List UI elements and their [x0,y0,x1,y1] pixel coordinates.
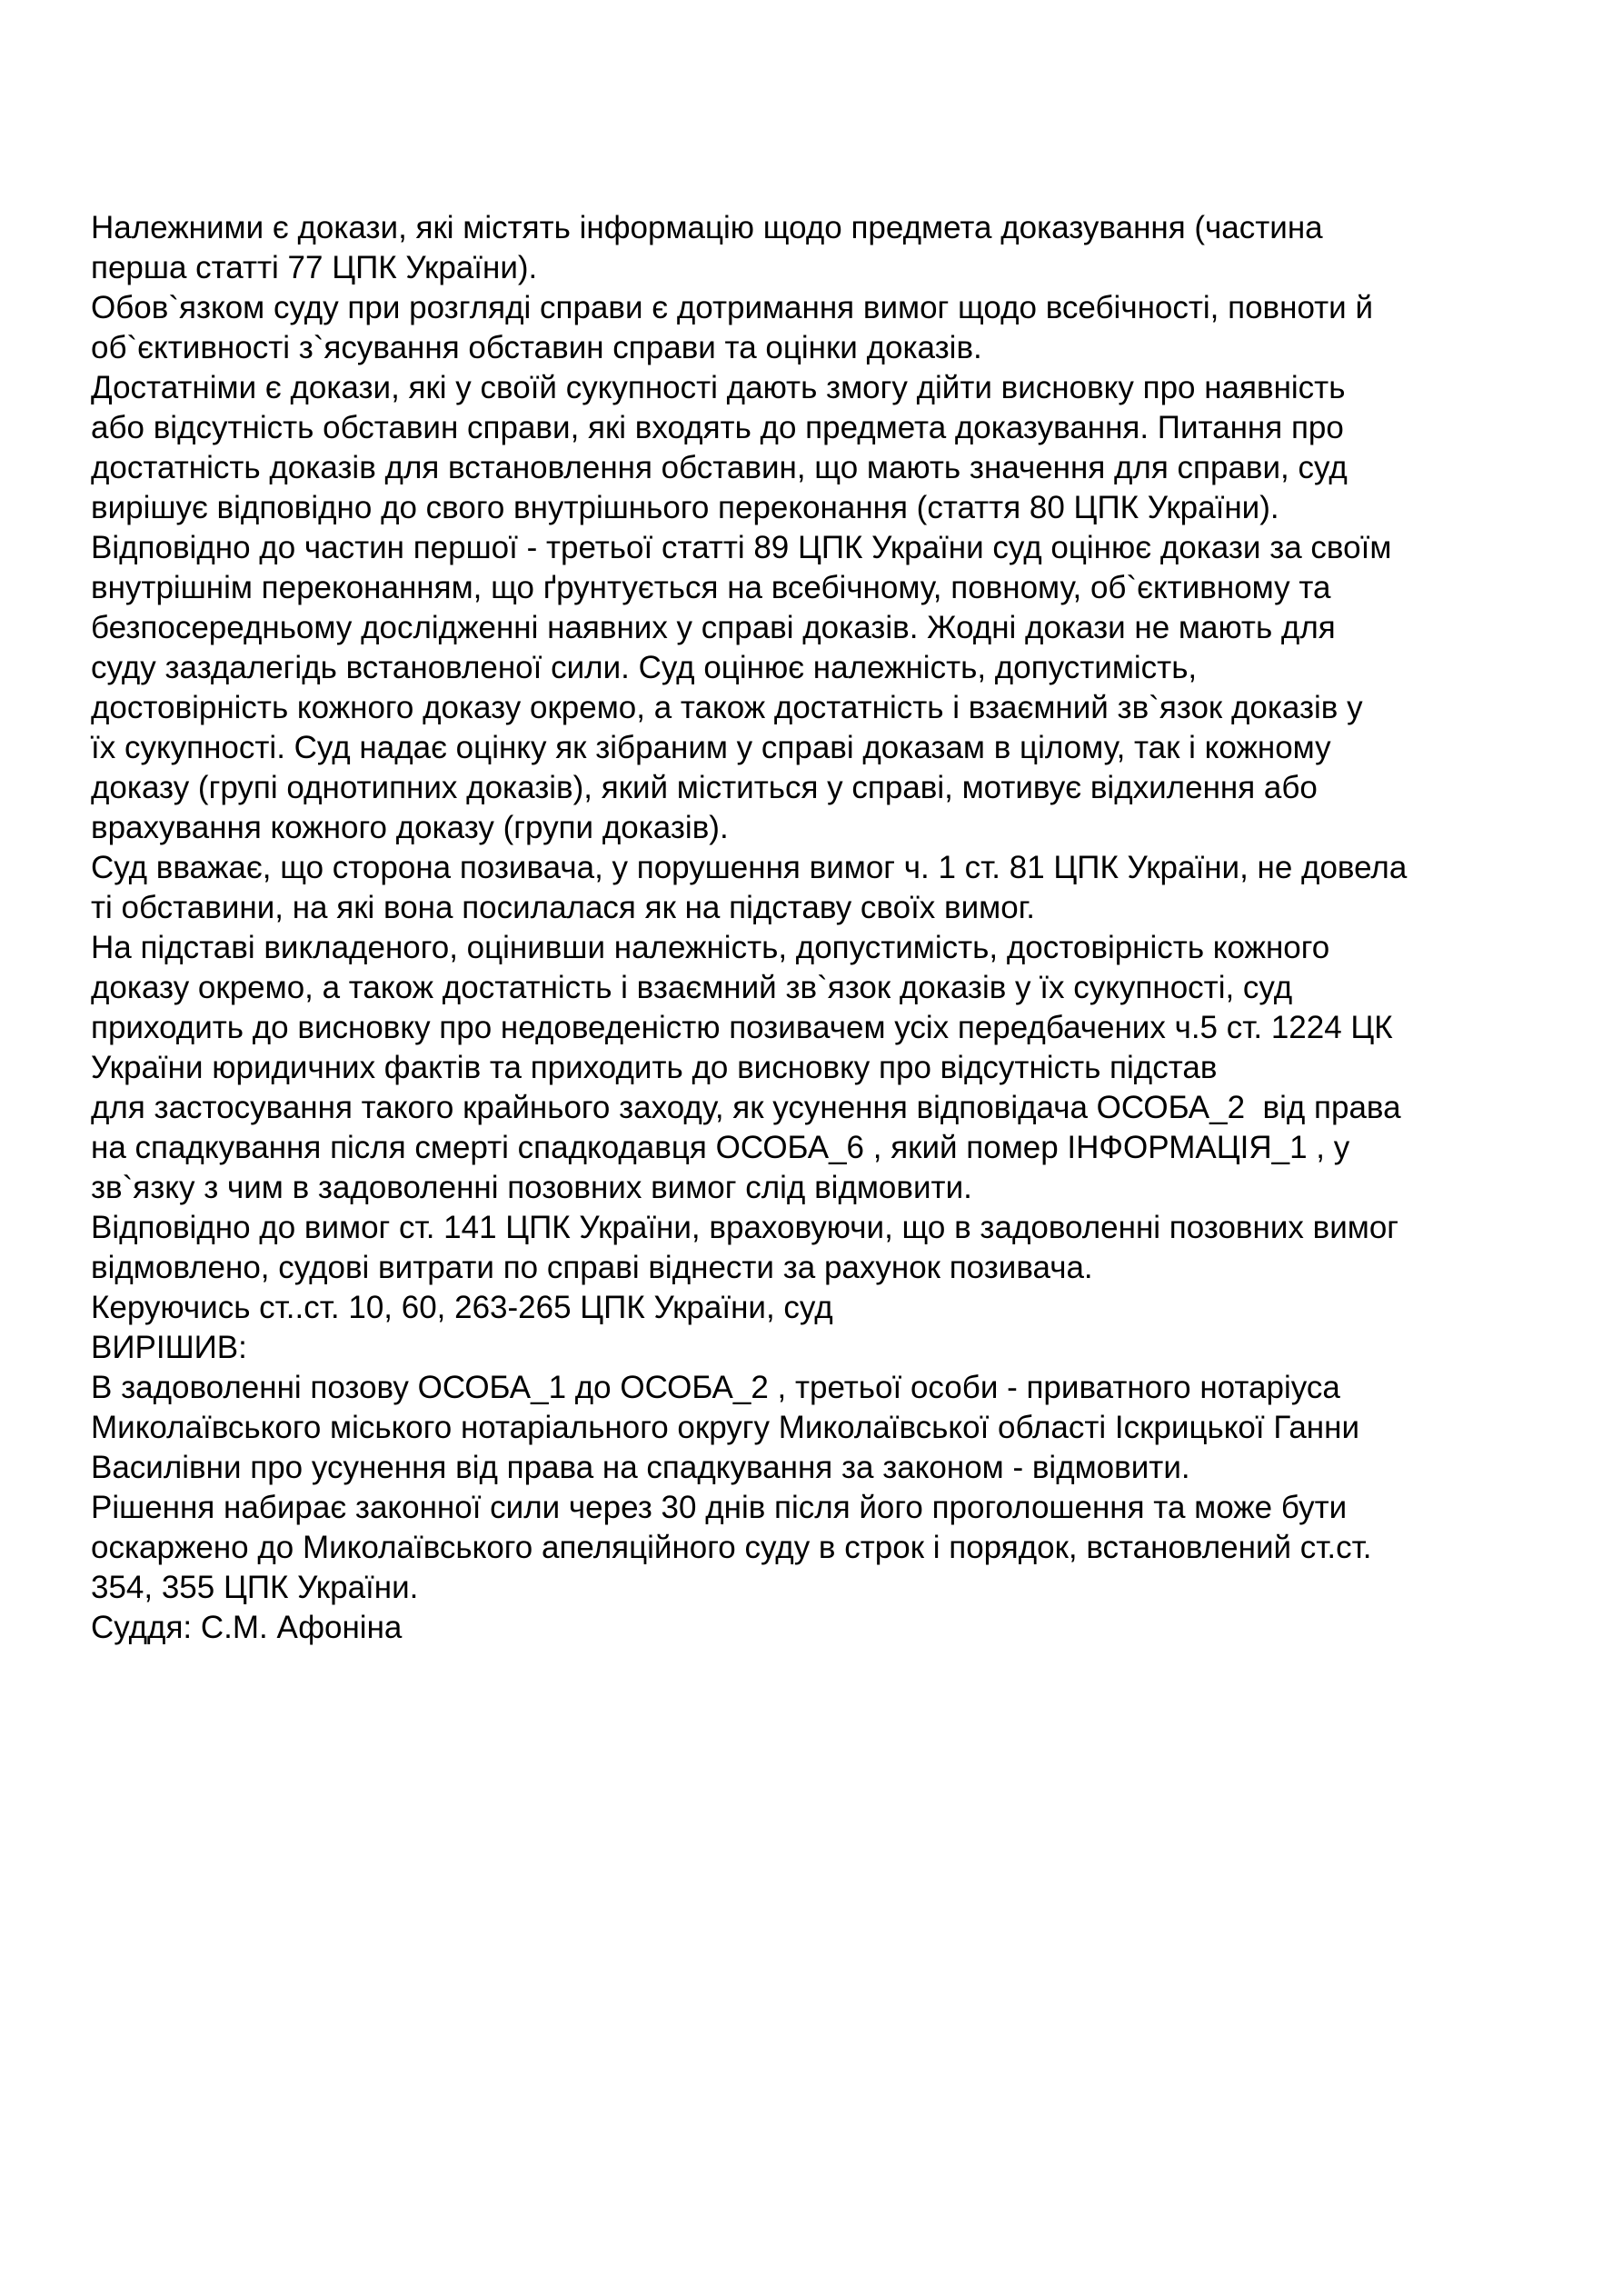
text-line: їх сукупності. Суд надає оцінку як зібраним у справі доказам в цілому, так і кожному [91,730,1331,765]
text-line: приходить до висновку про недоведеністю позивачем усіх передбачених ч.5 ст. 1224 ЦК [91,1010,1393,1045]
text-line: Миколаївського міського нотаріального округу Миколаївської області Іскрицької Ганни [91,1410,1360,1445]
text-line: внутрішнім переконанням, що ґрунтується на всебічному, повному, об`єктивному та [91,570,1331,605]
text-line: Суддя: С.М. Афоніна [91,1610,403,1645]
text-line: 354, 355 ЦПК України. [91,1570,419,1605]
text-line: безпосередньому дослідженні наявних у справі доказів. Жодні докази не мають для [91,610,1336,645]
text-line: ті обставини, на які вона посилалася як на підставу своїх вимог. [91,890,1035,925]
text-line: відмовлено, судові витрати по справі віднести за рахунок позивача. [91,1250,1093,1285]
text-line: України юридичних фактів та приходить до висновку про відсутність підстав [91,1050,1218,1085]
text-line: Відповідно до вимог ст. 141 ЦПК України, враховуючи, що в задоволенні позовних вимог [91,1210,1399,1245]
text-line: На підставі викладеного, оцінивши належність, допустимість, достовірність кожного [91,930,1330,965]
text-line: Відповідно до частин першої - третьої статті 89 ЦПК України суд оцінює докази за своїм [91,530,1392,565]
document-body [91,208,1545,1648]
text-line: Керуючись ст..ст. 10, 60, 263-265 ЦПК України, суд [91,1290,833,1325]
text-line: врахування кожного доказу (групи доказів). [91,810,729,845]
text-line: Обов`язком суду при розгляді справи є дотримання вимог щодо всебічності, повноти й [91,290,1374,325]
text-line: Належними є докази, які містять інформацію щодо предмета доказування (частина [91,210,1323,245]
text-line: об`єктивності з`ясування обставин справи та оцінки доказів. [91,330,982,365]
text-line: на спадкування після смерті спадкодавця ОСОБА_6 , який помер ІНФОРМАЦІЯ_1 , у [91,1130,1350,1165]
text-line: зв`язку з чим в задоволенні позовних вимог слід відмовити. [91,1170,972,1205]
text-line: для застосування такого крайнього заходу, як усунення відповідача ОСОБА_2 від права [91,1090,1401,1125]
text-line: достатність доказів для встановлення обставин, що мають значення для справи, суд [91,450,1348,485]
text-line: суду заздалегідь встановленої сили. Суд оцінює належність, допустимість, [91,650,1198,685]
text-line: або відсутність обставин справи, які входять до предмета доказування. Питання про [91,410,1344,445]
text-line: Достатніми є докази, які у своїй сукупності дають змогу дійти висновку про наявність [91,370,1346,405]
text-line: В задоволенні позову ОСОБА_1 до ОСОБА_2 , третьої особи - приватного нотаріуса [91,1370,1340,1405]
text-line: Василівни про усунення від права на спадкування за законом - відмовити. [91,1450,1190,1485]
text-line: вирішує відповідно до свого внутрішнього переконання (стаття 80 ЦПК України). [91,490,1279,525]
text-line: Рішення набирає законної сили через 30 днів після його проголошення та може бути [91,1490,1348,1525]
text-line: перша статті 77 ЦПК України). [91,250,538,285]
text-line: оскаржено до Миколаївського апеляційного суду в строк і порядок, встановлений ст.ст. [91,1530,1372,1565]
text-line: Суд вважає, що сторона позивача, у порушення вимог ч. 1 ст. 81 ЦПК України, не довела [91,850,1408,885]
text-line: достовірність кожного доказу окремо, а також достатність і взаємний зв`язок доказів у [91,690,1363,725]
text-line: ВИРІШИВ: [91,1330,247,1365]
text-line: доказу (групі однотипних доказів), який міститься у справі, мотивує відхилення або [91,770,1318,805]
text-line: доказу окремо, а також достатність і взаємний зв`язок доказів у їх сукупності, суд [91,970,1293,1005]
